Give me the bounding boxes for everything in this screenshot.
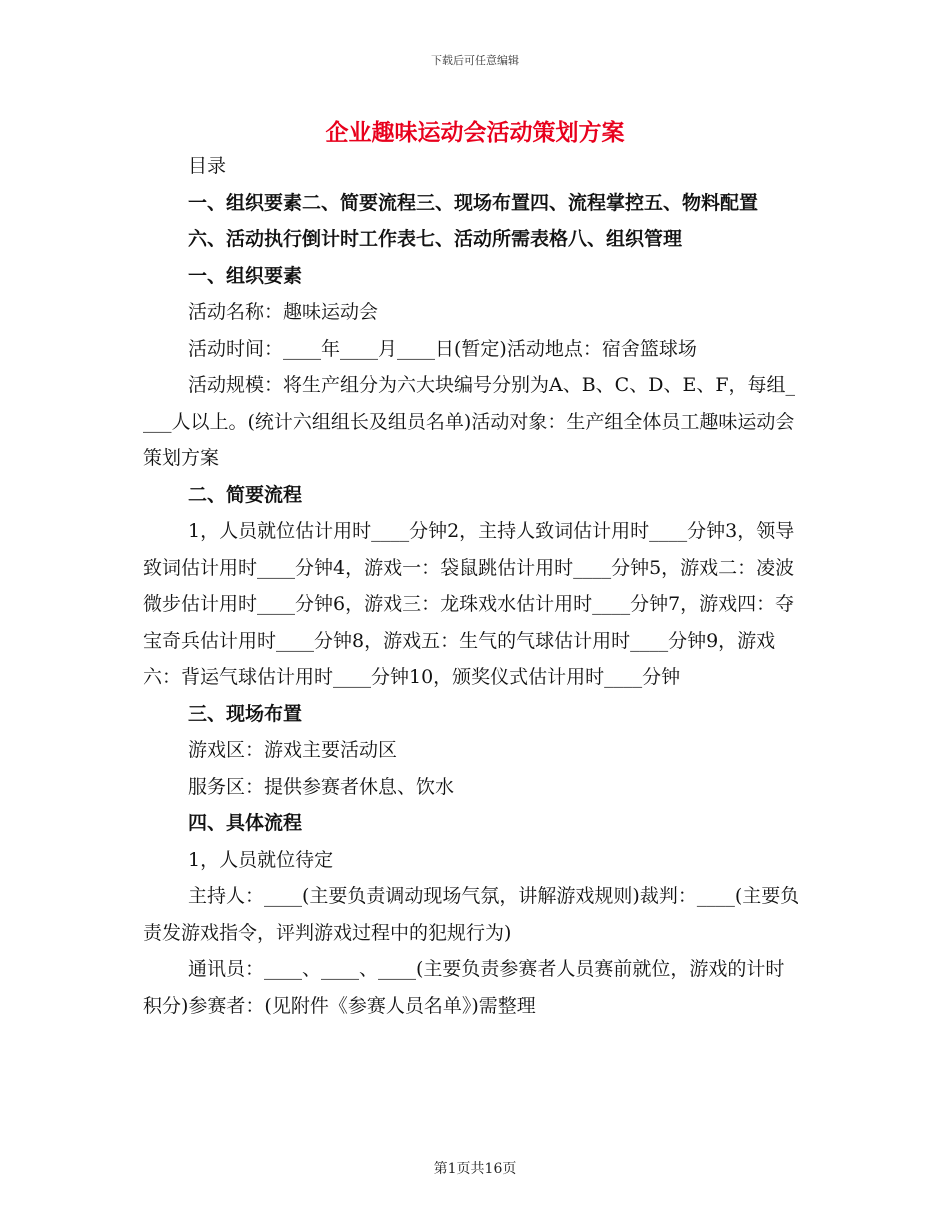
toc-line-1: 一、组织要素二、简要流程三、现场布置四、流程掌控五、物料配置	[188, 191, 759, 214]
activity-scale: 活动规模：将生产组分为六大块编号分别为A、B、C、D、E、F，每组____人以上。(统计六组组长及组员名单)活动对象：生产组全体员工趣味运动会策划方案	[143, 374, 796, 469]
service-area: 服务区：提供参赛者休息、饮水	[188, 775, 455, 798]
brief-process: 1，人员就位估计用时____分钟2，主持人致词估计用时____分钟3，领导致词估计用时____分钟4，游戏一：袋鼠跳估计用时____分钟5，游戏二：凌波微步估计用时____分钟6，游戏三：龙珠戏水估计用时____分钟7，游戏四：夺宝奇兵估计用时____分钟8，游戏五：生气的气球估计用时____分钟9，游戏六：背运气球估计用时____分钟10，颁奖仪式估计用时____分钟	[143, 520, 795, 688]
game-area: 游戏区：游戏主要活动区	[188, 739, 398, 761]
page-footer: 第1页共16页	[433, 1161, 517, 1177]
section-heading-2: 二、简要流程	[188, 483, 303, 506]
section-heading-4: 四、具体流程	[188, 812, 303, 834]
toc-heading: 目录	[188, 155, 227, 177]
toc-line-2: 六、活动执行倒计时工作表七、活动所需表格八、组织管理	[188, 228, 683, 250]
section-heading-3: 三、现场布置	[188, 702, 303, 725]
activity-name: 活动名称：趣味运动会	[188, 301, 379, 323]
messengers: 通讯员：____、____、____(主要负责参赛者人员赛前就位，游戏的计时积分)参赛者：(见附件《参赛人员名单》)需整理	[143, 958, 785, 1017]
staff-ready: 1，人员就位待定	[188, 848, 334, 871]
host-referee: 主持人：____(主要负责调动现场气氛，讲解游戏规则)裁判：____(主要负责发游戏指令，评判游戏过程中的犯规行为)	[143, 885, 800, 944]
activity-time: 活动时间：____年____月____日(暂定)活动地点：宿舍篮球场	[188, 337, 697, 360]
document-body	[143, 148, 803, 1024]
page-header: 下载后可任意编辑	[431, 54, 519, 67]
section-heading-1: 一、组织要素	[188, 264, 303, 287]
document-title: 企业趣味运动会活动策划方案	[325, 119, 625, 146]
